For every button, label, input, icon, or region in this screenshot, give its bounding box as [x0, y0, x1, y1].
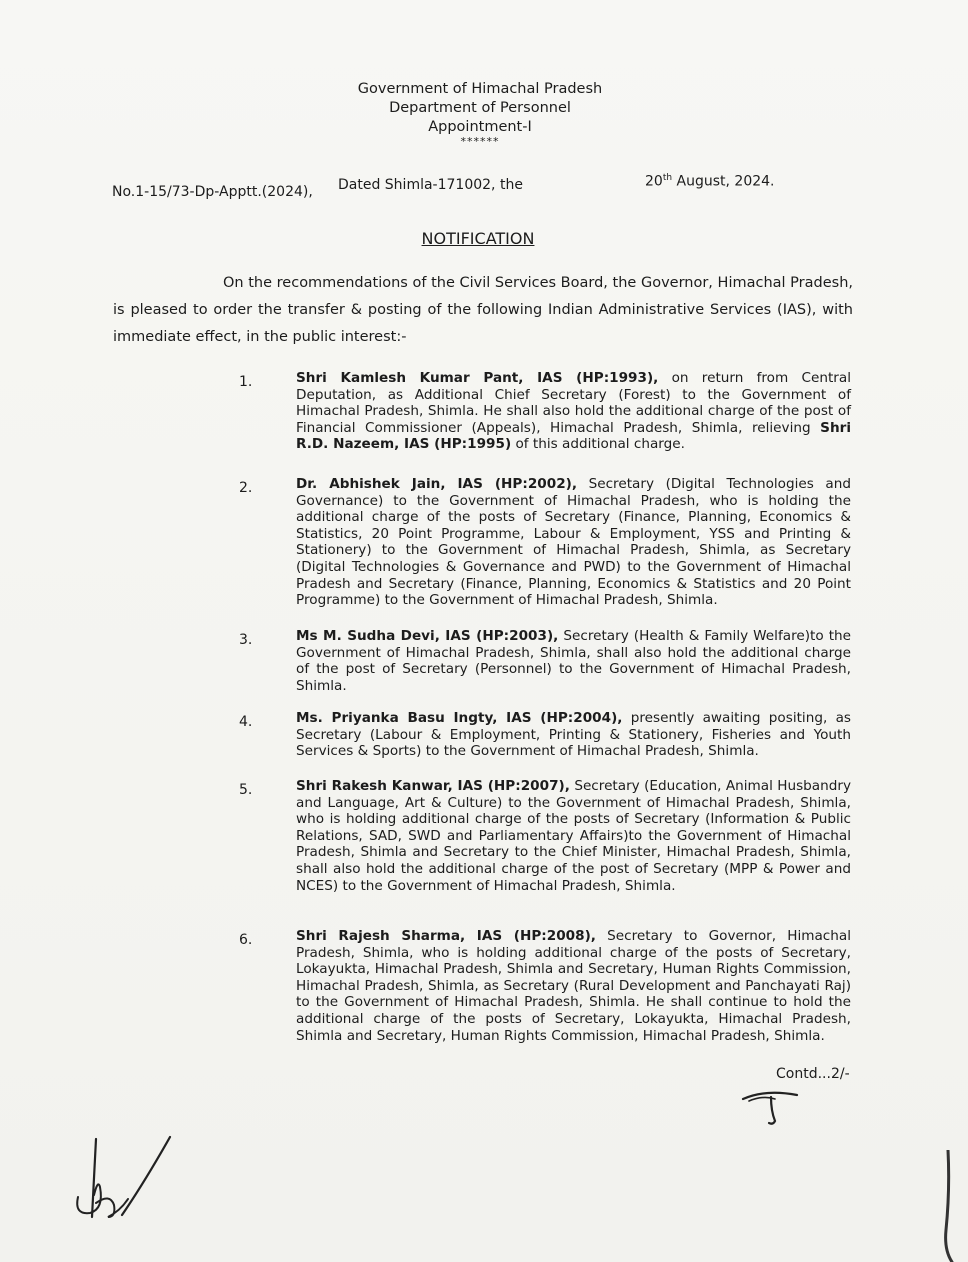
item-text [296, 370, 851, 453]
officer-name: Ms M. Sudha Devi, IAS (HP:2003), [296, 628, 559, 644]
notification-date [645, 173, 775, 190]
item-body: presently awaiting positing, as Secretary (Labour & Employment, Printing & Stationery, Fisheries and Youth Services & Sports) to the Government of Himachal Pradesh, Shimla. [296, 710, 851, 760]
officer-name: Dr. Abhishek Jain, IAS (HP:2002), [296, 476, 578, 492]
officer-name: Ms. Priyanka Basu Ingty, IAS (HP:2004), [296, 710, 623, 726]
item-number: 2. [239, 480, 253, 496]
item-body: Secretary to Governor, Himachal Pradesh, Shimla, who is holding additional charge of the posts of Secretary, Lokayukta, Himachal Pradesh, Shimla and Secretary, Human Rights Commission, Himachal Pradesh, Shimla, as Secretary (Rural Development and Panchayati Raj) to the Government of Himachal Pradesh, Shimla. He shall continue to hold the additional charge of the posts of Secretary, Lokayukta, Himachal Pradesh, Shimla and Secretary, Human Rights Commission, Himachal Pradesh, Shimla. [296, 928, 851, 1044]
item-body: Secretary (Digital Technologies and Governance) to the Government of Himachal Pradesh, who is holding the additional charge of the posts of Secretary (Finance, Planning, Economics & Statistics, 20 Point Programme, Labour & Employment, YSS and Printing & Stationery) to the Government of Himachal Pradesh, Shimla, as Secretary (Digital Technologies & Governance and PWD) to the Government of Himachal Pradesh and Secretary (Finance, Planning, Economics & Statistics and 20 Point Programme) to the Government of Himachal Pradesh, Shimla. [296, 476, 851, 609]
dated-place: Dated Shimla-171002, the [338, 177, 523, 193]
continued-marker: Contd...2/- [776, 1066, 850, 1082]
item-number: 5. [239, 782, 253, 798]
intro-paragraph [113, 270, 853, 351]
item-text [296, 778, 851, 894]
officer-name: Shri Kamlesh Kumar Pant, IAS (HP:1993), [296, 370, 659, 386]
item-text [296, 476, 851, 609]
officer-name: Shri Rakesh Kanwar, IAS (HP:2007), [296, 778, 570, 794]
item-text [296, 710, 851, 760]
date-day: 20 [645, 173, 663, 190]
item-number: 3. [239, 632, 253, 648]
government-name: Government of Himachal Pradesh [357, 81, 603, 97]
notification-title: NOTIFICATION [421, 229, 535, 248]
item-body: Secretary (Health & Family Welfare)to the Government of Himachal Pradesh, Shimla, shall also hold the additional charge of the post of Secretary (Personnel) to the Government of Himachal Pradesh, Shimla. [296, 628, 852, 694]
item-body: on return from Central Deputation, as Additional Chief Secretary (Forest) to the Government of Himachal Pradesh, Shimla. He shall also hold the additional charge of the post of Financial Commissioner (Appeals), Himachal Pradesh, Shimla, relieving [296, 370, 851, 436]
item-text [296, 628, 851, 694]
item-number: 6. [239, 932, 253, 948]
separator-stars: ****** [460, 135, 500, 148]
letterhead [300, 80, 660, 147]
date-suffix: th [662, 173, 673, 183]
item-number: 4. [239, 714, 253, 730]
department-name: Department of Personnel [389, 100, 571, 116]
item-text [296, 928, 851, 1044]
page-edge-mark [930, 1150, 960, 1262]
item-body: Secretary (Education, Animal Husbandry and Language, Art & Culture) to the Government of Himachal Pradesh, Shimla, who is holding additional charge of the posts of Secretary (Information & Public Relations, SAD, SWD and Parliamentary Affairs)to the Government of Himachal Pradesh, Shimla and Secretary to the Chief Minister, Himachal Pradesh, Shimla, shall also hold the additional charge of the post of Secretary (MPP & Power and NCES) to the Government of Himachal Pradesh, Shimla. [296, 778, 852, 894]
reference-number: No.1-15/73-Dp-Apptt.(2024), [112, 184, 313, 200]
date-month-year: August, 2024. [672, 173, 775, 190]
signature-mark [70, 1125, 180, 1230]
initials-mark [735, 1085, 805, 1135]
relieved-officer-name: Shri R.D. Nazeem, IAS (HP:1995) [296, 419, 851, 453]
section-name: Appointment-I [428, 119, 532, 135]
intro-text: On the recommendations of the Civil Services Board, the Governor, Himachal Pradesh, is pleased to order the transfer & posting of the following Indian Administrative Services (IAS), with immediate effect, in the public interest:- [113, 275, 853, 345]
officer-name: Shri Rajesh Sharma, IAS (HP:2008), [296, 928, 596, 944]
item-body-end: of this additional charge. [511, 436, 685, 453]
item-number: 1. [239, 374, 253, 390]
